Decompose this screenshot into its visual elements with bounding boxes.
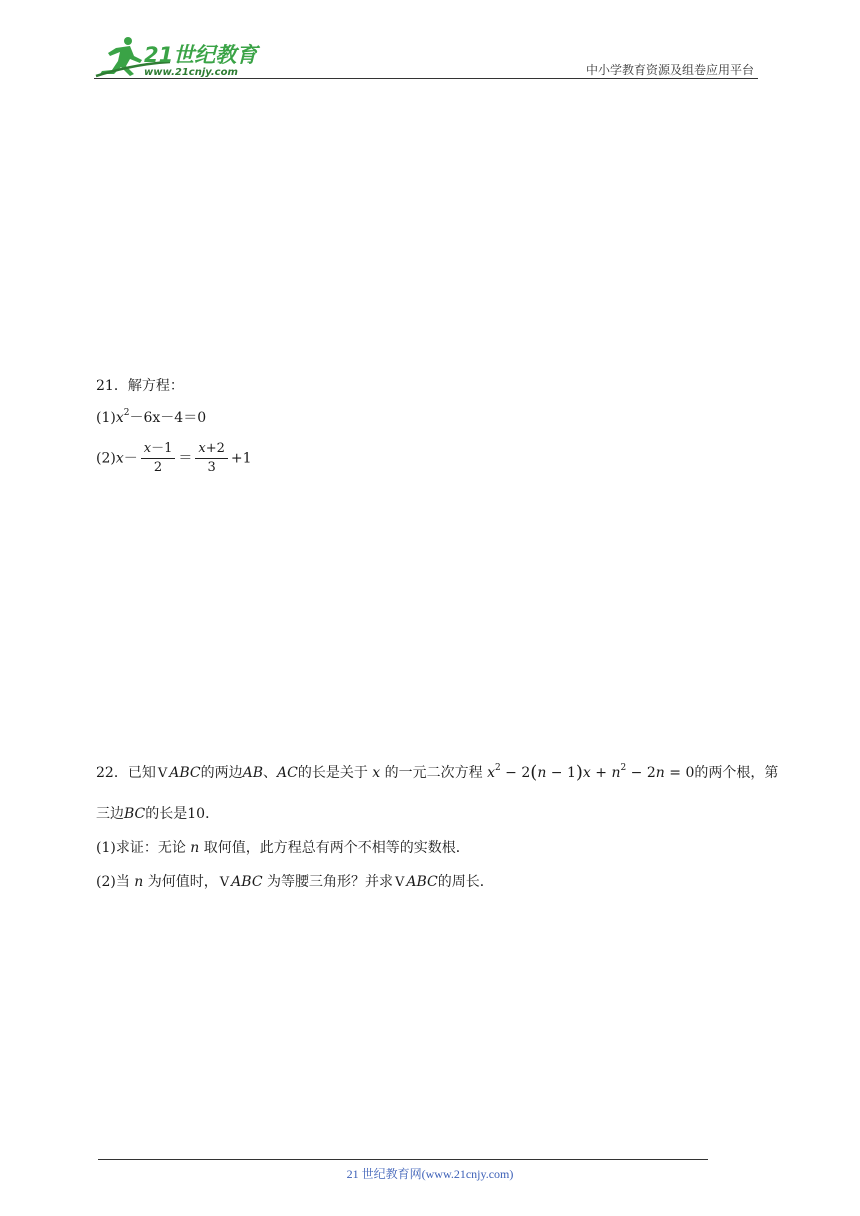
q22-sub2-prefix: (2)当: [96, 874, 130, 890]
q21-part1-label: (1): [96, 410, 116, 426]
q22-sub2-rest: 为等腰三角形？并求: [267, 874, 393, 890]
q21-part2: (2)x－ $\frac{x-1}{2}$ ＝ $\frac{x+2}{3}$ +1: [96, 441, 252, 475]
fraction-1: $\frac{x-1}{2}$: [141, 440, 176, 477]
q22-sub1: (1)求证：无论 n 取何值，此方程总有两个不相等的实数根．: [96, 840, 470, 856]
q22-sub2-mid: 为何值时，: [147, 874, 218, 890]
q21-part2-label: (2): [96, 450, 116, 467]
q22-line1: 22．已知 V ABC的两边AB、AC的长是关于 x 的一元二次方程 $x^2 - 2(n - 1)x + n^2 - 2n = 0$的两个根，第: [96, 762, 779, 783]
q22-line2-start: 三边: [96, 806, 124, 822]
q22-sub2-end: 的周长．: [437, 874, 494, 890]
q22-tail: 的一元二次方程: [384, 765, 483, 781]
header-slogan: 中小学教育资源及组卷应用平台: [585, 63, 754, 77]
q21-part1-expr: －6x－4＝0: [129, 410, 207, 426]
q22-prefix: 22．已知: [96, 765, 156, 781]
site-logo: [94, 34, 264, 80]
q21-title: 21．解方程：: [96, 378, 184, 394]
q21-part1: $(1)x^2-6x-4=0$: [96, 408, 207, 426]
fraction-2: $\frac{x+2}{3}$: [195, 440, 228, 477]
q22-sub2: (2)当 n 为何值时， V ABC 为等腰三角形？并求 V ABC的周长．: [96, 874, 494, 890]
q22-sub1-prefix: (1)求证：无论: [96, 840, 186, 856]
logo-url: www.21cnjy.com: [144, 67, 238, 78]
logo-text: 21世纪教育: [144, 43, 258, 67]
q22-mid: 的两边: [200, 765, 243, 781]
q22-line2-end: 的长是10．: [145, 806, 220, 822]
q22-rest: 的长是关于: [297, 765, 368, 781]
q22-end: 的两个根，第: [694, 765, 779, 781]
q22-sub1-rest: 取何值，此方程总有两个不相等的实数根．: [203, 840, 470, 856]
header-divider: [94, 78, 758, 79]
q22-line2: 三边BC的长是10．: [96, 806, 220, 822]
footer-divider: [98, 1159, 708, 1160]
footer-text: 21 世纪教育网(www.21cnjy.com): [346, 1167, 514, 1181]
